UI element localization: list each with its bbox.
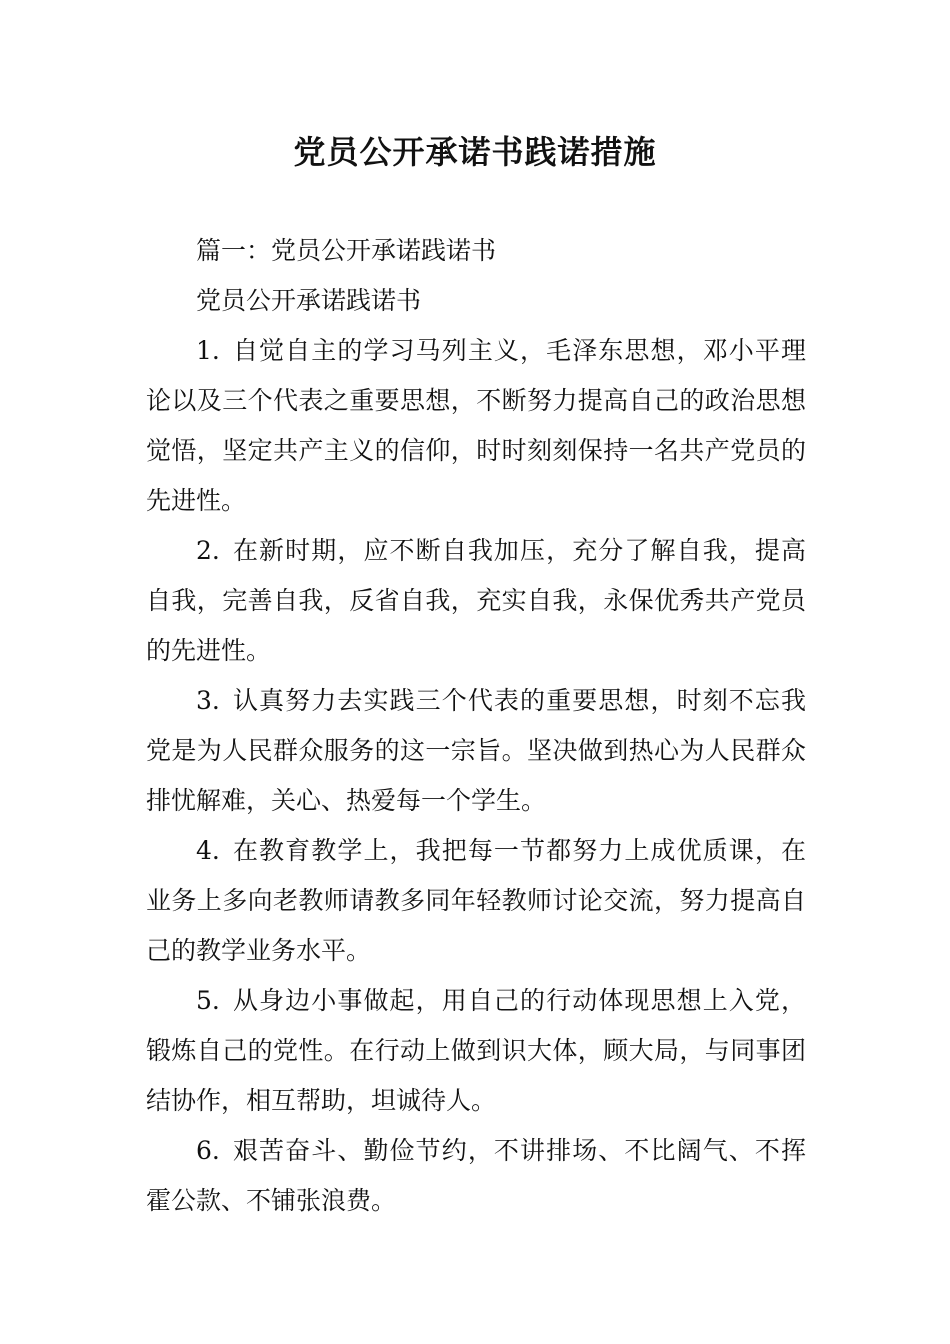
commitment-item-6: [146, 1126, 806, 1226]
document-title: 党员公开承诺书践诺措施: [293, 133, 657, 171]
document-body: [146, 226, 806, 1226]
item-number: 3.: [196, 686, 220, 715]
item-text: 艰苦奋斗、勤俭节约，不讲排场、不比阔气、不挥霍公款、不铺张浪费。: [146, 1136, 806, 1215]
commitment-item-2: [146, 526, 806, 676]
commitment-item-3: [146, 676, 806, 826]
item-number: 2.: [196, 536, 220, 565]
item-text: 在新时期，应不断自我加压，充分了解自我，提高自我，完善自我，反省自我，充实自我，永保优秀共产党员的先进性。: [146, 536, 806, 665]
item-number: 6.: [196, 1136, 220, 1165]
item-number: 5.: [196, 986, 220, 1015]
item-number: 1.: [196, 336, 220, 365]
section-heading: 篇一：党员公开承诺践诺书: [196, 236, 497, 265]
commitment-item-5: [146, 976, 806, 1126]
commitment-item-1: [146, 326, 806, 526]
item-number: 4.: [196, 836, 220, 865]
commitment-item-4: [146, 826, 806, 976]
item-text: 在教育教学上，我把每一节都努力上成优质课，在业务上多向老教师请教多同年轻教师讨论交流，努力提高自己的教学业务水平。: [146, 836, 806, 965]
item-text: 从身边小事做起，用自己的行动体现思想上入党，锻炼自己的党性。在行动上做到识大体，顾大局，与同事团结协作，相互帮助，坦诚待人。: [146, 986, 806, 1115]
subheading: 党员公开承诺践诺书: [196, 286, 422, 315]
item-text: 自觉自主的学习马列主义，毛泽东思想，邓小平理论以及三个代表之重要思想，不断努力提高自己的政治思想觉悟，坚定共产主义的信仰，时时刻刻保持一名共产党员的先进性。: [146, 336, 806, 515]
item-text: 认真努力去实践三个代表的重要思想，时刻不忘我党是为人民群众服务的这一宗旨。坚决做到热心为人民群众排忧解难，关心、热爱每一个学生。: [146, 686, 806, 815]
